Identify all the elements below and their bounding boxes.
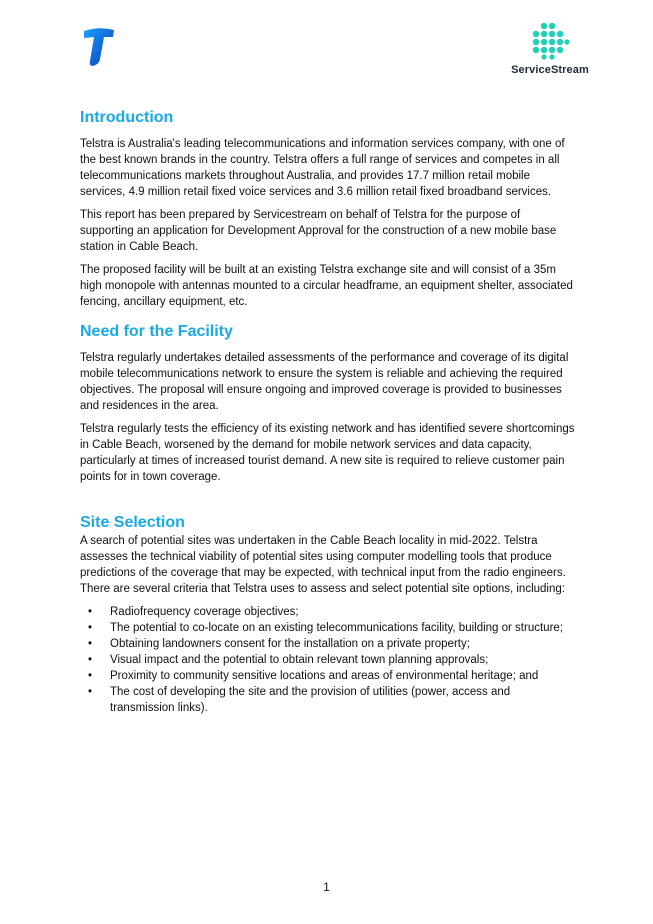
section-site-selection <box>80 513 575 716</box>
section-heading: Need for the Facility <box>80 323 233 340</box>
bullet-icon: • <box>88 686 93 698</box>
paragraph: The proposed facility will be built at an existing Telstra exchange site and will consist of a 35m high monopole with antennas mounted to a circular headframe, an equipment shelter, associated fencing, ancillary equipment, etc. <box>80 264 573 308</box>
list-item <box>80 636 575 652</box>
bullet-icon: • <box>88 670 93 682</box>
bullet-icon: • <box>88 638 93 650</box>
list-item <box>80 668 575 684</box>
page-number: 1 <box>323 880 330 894</box>
list-item-text: The cost of developing the site and the provision of utilities (power, access and transmission links). <box>110 686 511 714</box>
servicestream-logo <box>510 22 590 76</box>
telstra-logo-icon <box>80 27 118 67</box>
list-item <box>80 652 575 668</box>
list-item-text: Radiofrequency coverage objectives; <box>110 606 299 618</box>
document-body <box>80 108 575 716</box>
bullet-icon: • <box>88 622 93 634</box>
list-item-text: The potential to co-locate on an existing telecommunications facility, building or structure; <box>110 622 563 634</box>
list-item-text: Visual impact and the potential to obtain relevant town planning approvals; <box>110 654 489 666</box>
paragraph: Telstra is Australia's leading telecommunications and information services company, with one of the best known brands in the country. Telstra offers a full range of services and competes in all telecommunications markets throughout Australia, and provides 17.7 million retail mobile services, 4.9 million retail fixed voice services and 3.6 million retail fixed broadband services. <box>80 138 565 198</box>
list-item <box>80 684 575 716</box>
paragraph: A search of potential sites was undertaken in the Cable Beach locality in mid-2022. Telstra assesses the technical viability of potential sites using computer modelling tools that produce predictions of the coverage that may be expected, with technical input from the radio engineers. There are several criteria that Telstra uses to assess and select potential site options, including: <box>80 535 566 595</box>
list-item-text: Obtaining landowners consent for the installation on a private property; <box>110 638 470 650</box>
bullet-icon: • <box>88 654 93 666</box>
section-heading: Introduction <box>80 109 174 126</box>
paragraph: This report has been prepared by Servicestream on behalf of Telstra for the purpose of supporting an application for Development Approval for the construction of a new mobile base station in Cable Beach. <box>80 209 557 253</box>
servicestream-logo-text: ServiceStream <box>511 64 589 76</box>
list-item-text: Proximity to community sensitive locations and areas of environmental heritage; and <box>110 670 539 682</box>
list-item <box>80 620 575 636</box>
paragraph: Telstra regularly undertakes detailed assessments of the performance and coverage of its digital mobile telecommunications network to ensure the system is reliable and achieving the required objectives. The proposal will ensure ongoing and improved coverage is provided to businesses and residences in the area. <box>80 352 569 412</box>
bullet-icon: • <box>88 606 93 618</box>
criteria-list <box>80 604 575 716</box>
section-heading: Site Selection <box>80 514 185 531</box>
list-item <box>80 604 575 620</box>
servicestream-logo-icon <box>530 22 570 60</box>
section-need-for-facility <box>80 322 575 485</box>
paragraph: Telstra regularly tests the efficiency of its existing network and has identified severe shortcomings in Cable Beach, worsened by the demand for mobile network services and data capacity, particularly at times of increased tourist demand. A new site is required to relieve customer pain points for in town coverage. <box>80 423 575 483</box>
section-introduction <box>80 108 575 310</box>
